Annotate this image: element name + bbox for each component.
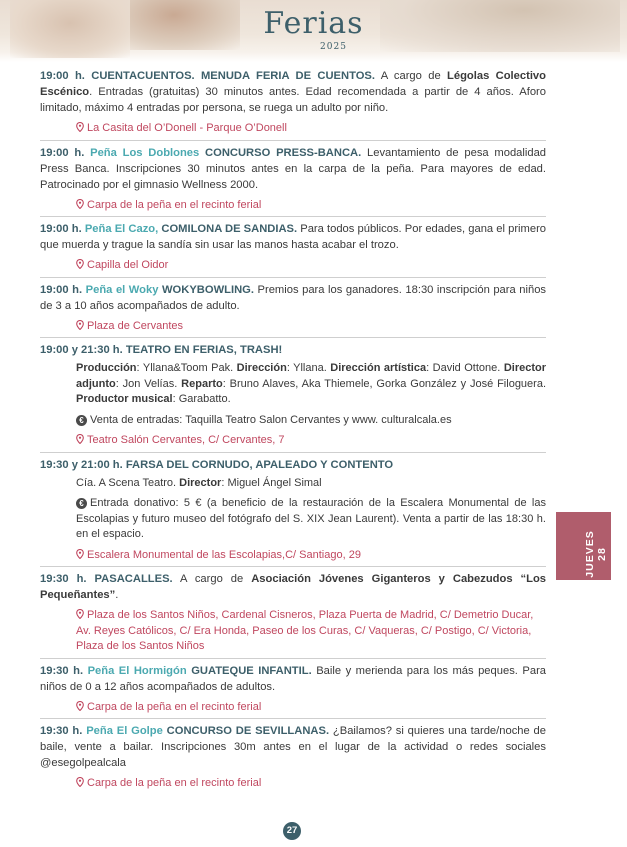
- credit-value: : Jon Velías.: [115, 377, 182, 390]
- event-location: [40, 258, 546, 274]
- event-item: [40, 453, 546, 568]
- event-title: COMILONA DE SANDIAS.: [161, 223, 298, 235]
- event-description: [40, 145, 546, 193]
- event-location: [40, 121, 546, 137]
- event-description: [40, 221, 546, 253]
- event-text: A cargo de: [374, 70, 448, 82]
- map-pin-icon: [76, 199, 84, 209]
- euro-icon: €: [76, 415, 87, 426]
- location-text: Teatro Salón Cervantes, C/ Cervantes, 7: [87, 434, 285, 446]
- credit-label: Productor musical: [76, 393, 173, 405]
- event-item: [40, 338, 546, 453]
- location-text: La Casita del O’Donell - Parque O’Donell: [87, 122, 287, 134]
- event-location: [40, 700, 546, 716]
- page-header: [0, 0, 627, 62]
- credit-label: Dirección artística: [330, 362, 427, 374]
- event-text: . Entradas (gratuitas) 30 minutos antes. Edad recomendada a partir de 4 años. Aforo limitado, máximo 4 entradas por persona, se ruega un adulto por niño.: [40, 86, 546, 114]
- credit-label: Dirección: [236, 362, 287, 374]
- event-time: 19:30 h.: [40, 725, 83, 737]
- event-text: Para todos públicos. Por edades, gana el primero que muerda y trague la sandía sin usar las manos hasta acabar el trozo.: [40, 223, 547, 251]
- event-item: [40, 64, 546, 141]
- event-title: PASACALLES.: [94, 573, 173, 585]
- event-location: [40, 433, 546, 449]
- ticket-text: Venta de entradas: Taquilla Teatro Salon Cervantes y www. culturalcala.es: [90, 413, 452, 426]
- credit-label: Reparto: [181, 377, 223, 390]
- event-text: A cargo de: [172, 573, 252, 585]
- location-text: Escalera Monumental de las Escolapias,C/ Santiago, 29: [87, 548, 361, 561]
- event-title: TEATRO EN FERIAS, TRASH!: [125, 344, 283, 356]
- location-text: Capilla del Oidor: [87, 259, 169, 271]
- event-description: [40, 457, 546, 473]
- logo-word: Ferias: [263, 6, 364, 41]
- event-description: [40, 571, 546, 603]
- event-description: [40, 342, 546, 358]
- day-tab-label: JUEVES 28: [584, 530, 608, 578]
- day-tab: [556, 512, 611, 580]
- event-text: Premios para los ganadores. 18:30 inscripción para niños de 3 a 10 años acompañados de adulto.: [40, 283, 547, 312]
- map-pin-icon: [76, 609, 84, 619]
- event-organizer: Asociación Jóvenes Giganteros y Cabezudos “Los Pequeñantes”: [40, 573, 546, 601]
- event-time: 19:30 h.: [40, 664, 84, 677]
- event-title: GUATEQUE INFANTIL.: [191, 664, 312, 677]
- location-text: Plaza de los Santos Niños, Cardenal Cisneros, Plaza Puerta de Madrid, C/ Demetrio Ducar, Av. Reyes Católicos, C/ Era Honda, Paseo de los Curas, C/ Vaqueras, C/ Postigo, C/ Victoria, Plaza de los Santos Niños: [76, 609, 534, 652]
- event-location: [40, 198, 546, 214]
- euro-icon: €: [76, 498, 87, 509]
- event-location: [40, 319, 546, 335]
- map-pin-icon: [76, 701, 84, 711]
- event-time: 19:00 h.: [40, 223, 82, 235]
- event-title: CUENTACUENTOS. MENUDA FERIA DE CUENTOS.: [91, 70, 375, 82]
- event-item: [40, 719, 546, 795]
- event-item: [40, 659, 546, 720]
- event-title: FARSA DEL CORNUDO, APALEADO Y CONTENTO: [125, 458, 394, 471]
- credit-value: : Miguel Ángel Simal: [221, 476, 322, 489]
- credit-label: Producción: [76, 362, 137, 374]
- event-time: 19:30 h.: [40, 573, 87, 585]
- credit-value: : Yllana&Toom Pak.: [136, 362, 237, 374]
- event-details: [40, 361, 546, 428]
- map-pin-icon: [76, 777, 84, 787]
- credit-label: Director adjunto: [76, 362, 546, 390]
- credit-value: Cía. A Scena Teatro.: [76, 476, 180, 489]
- credit-value: : Garabatto.: [172, 393, 231, 405]
- event-location: [40, 608, 546, 655]
- event-credits: [76, 361, 546, 408]
- event-location: [40, 548, 546, 564]
- map-pin-icon: [76, 434, 84, 444]
- event-text: Levantamiento de pesa modalidad Press Banca. Inscripciones 30 minutos antes en la carpa de la peña. Para mayores de edad. Patrocinado por el gimnasio Wellness 2000.: [40, 146, 547, 191]
- event-text: .: [115, 589, 119, 601]
- event-description: [40, 723, 546, 771]
- event-pena: Peña el Woky: [85, 283, 159, 296]
- credit-value: : Yllana.: [286, 362, 331, 374]
- event-list: [40, 64, 546, 795]
- event-item: [40, 141, 546, 218]
- event-time: 19:00 h.: [40, 146, 85, 159]
- event-title: CONCURSO PRESS-BANCA.: [205, 146, 362, 159]
- ticket-info: [76, 496, 546, 543]
- event-text: ¿Bailamos? si quieres una tarde/noche de baile, vente a bailar. Inscripciones 30m antes en el lugar de la actividad o redes sociales @esegolpealcala: [40, 725, 546, 769]
- map-pin-icon: [76, 259, 84, 269]
- location-text: Carpa de la peña en el recinto ferial: [87, 700, 262, 713]
- event-item: [40, 217, 546, 278]
- credit-value: : David Ottone.: [426, 362, 504, 374]
- event-pena: Peña El Golpe: [86, 725, 163, 737]
- location-text: Carpa de la peña en el recinto ferial: [87, 777, 262, 789]
- event-pena: Peña El Cazo,: [84, 223, 159, 235]
- page-number: 27: [283, 822, 301, 840]
- logo-year: 2025: [320, 42, 347, 52]
- location-text: Carpa de la peña en el recinto ferial: [87, 198, 262, 211]
- event-time: 19:30 y 21:00 h.: [40, 458, 123, 471]
- credit-label: Director: [179, 476, 222, 489]
- event-details: [40, 476, 546, 543]
- event-description: [40, 663, 546, 695]
- ferias-logo: [0, 6, 627, 41]
- ticket-info: [76, 413, 546, 429]
- event-credits: [76, 476, 546, 492]
- event-text: Baile y merienda para los más peques. Para niños de 0 a 12 años acompañados de adultos.: [40, 664, 547, 693]
- map-pin-icon: [76, 549, 84, 559]
- map-pin-icon: [76, 122, 84, 132]
- event-pena: Peña El Hormigón: [87, 664, 187, 677]
- event-time: 19:00 h.: [40, 70, 85, 82]
- event-description: [40, 68, 546, 116]
- event-location: [40, 776, 546, 792]
- map-pin-icon: [76, 320, 84, 330]
- event-item: [40, 278, 546, 339]
- event-title: CONCURSO DE SEVILLANAS.: [166, 725, 330, 737]
- credit-value: : Bruno Alaves, Aka Thiemele, Gorka González y José Filoguera.: [222, 377, 547, 390]
- event-description: [40, 282, 546, 314]
- location-text: Plaza de Cervantes: [87, 319, 183, 332]
- event-item: [40, 567, 546, 659]
- event-organizer: Légolas Colectivo Escénico: [40, 70, 546, 98]
- event-title: WOKYBOWLING.: [162, 283, 254, 296]
- event-pena: Peña Los Doblones: [90, 146, 200, 159]
- ticket-text: Entrada donativo: 5 € (a beneficio de la restauración de la Escalera Monumental de las Escolapias y futuro museo del fotógrafo del S. XIX Jean Laurent). Venta a partir de las 18:30 h. en el espacio.: [76, 497, 546, 540]
- event-time: 19:00 y 21:30 h.: [40, 344, 123, 356]
- event-time: 19:00 h.: [40, 283, 83, 296]
